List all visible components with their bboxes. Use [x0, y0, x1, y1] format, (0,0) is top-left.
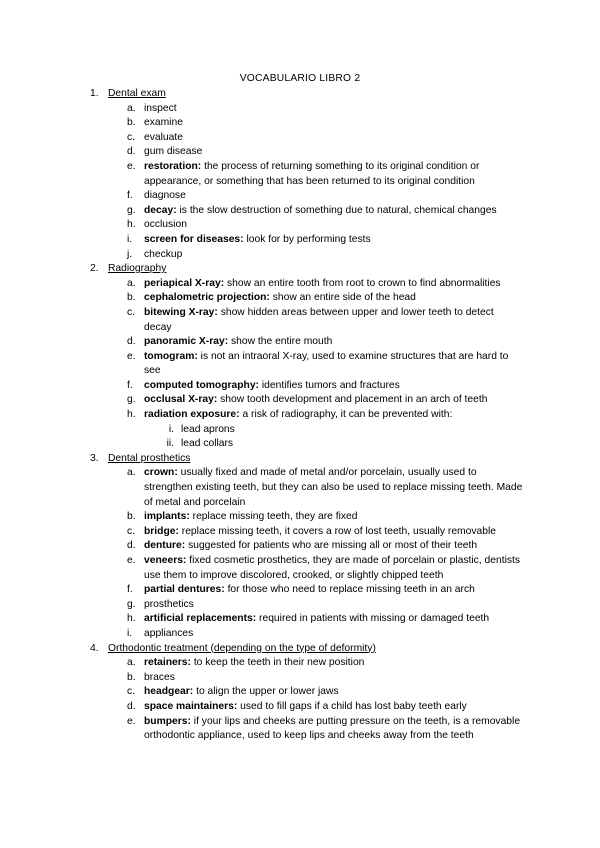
item-term: headgear: — [144, 686, 194, 698]
item-term: computed tomography: — [144, 379, 259, 391]
section-number: 1. — [90, 88, 99, 99]
item-definition: fixed cosmetic prosthetics, they are made of porcelain or plastic, dentists use them to improve discolored, crooked, or slightly chipped teeth — [144, 555, 521, 581]
item-term: veneers: — [144, 555, 187, 566]
item-marker: a. — [127, 102, 136, 114]
item-definition: replace missing teeth, they are fixed — [192, 511, 358, 523]
item-marker: h. — [127, 409, 136, 421]
list-item — [0, 204, 524, 219]
item-marker: b. — [127, 117, 136, 129]
item-definition: suggested for patients who are missing all or most of their teeth — [188, 540, 478, 552]
list-item — [0, 656, 524, 671]
item-term: periapical X-ray: — [144, 277, 225, 289]
item-marker: a. — [127, 277, 136, 289]
item-marker: i. — [127, 233, 133, 245]
item-definition: replace missing teeth, it covers a row of lost teeth, usually removable — [181, 525, 496, 537]
sub-item-marker: ii. — [166, 438, 174, 450]
list-item — [0, 306, 524, 335]
item-definition: braces — [144, 671, 175, 683]
item-marker: d. — [127, 336, 136, 348]
item-marker: g. — [127, 204, 136, 216]
item-marker: d. — [127, 146, 136, 158]
item-term: tomogram: — [144, 350, 198, 362]
list-item — [0, 277, 524, 292]
item-term: crown: — [144, 467, 178, 479]
sub-list-item — [0, 437, 600, 452]
item-definition: is not an intraoral X-ray, used to examine structures that are hard to see — [144, 350, 509, 377]
list-item — [0, 233, 524, 248]
item-marker: f. — [127, 584, 133, 596]
item-definition: examine — [144, 117, 183, 129]
item-definition: if your lips and cheeks are putting pressure on the teeth, is a removable orthodontic appliance, used to keep lips and cheeks away from the teeth — [144, 715, 521, 742]
section-heading: Orthodontic treatment (depending on the type of deformity) — [108, 642, 376, 654]
section-heading-row — [0, 262, 600, 277]
list-item — [0, 218, 524, 233]
item-definition: identifies tumors and fractures — [261, 379, 400, 391]
item-definition: checkup — [144, 248, 183, 260]
vocabulary-list — [0, 87, 600, 744]
item-term: occlusal X-ray: — [144, 394, 218, 406]
list-item — [0, 102, 524, 117]
item-definition: appliances — [144, 627, 194, 639]
list-item — [0, 408, 524, 423]
list-item — [0, 583, 524, 598]
item-definition: occlusion — [144, 219, 187, 231]
item-term: implants: — [144, 511, 190, 523]
sub-item-marker: i. — [168, 423, 174, 435]
sub-list-item — [0, 423, 600, 438]
section-heading: Radiography — [108, 263, 167, 275]
item-term: retainers: — [144, 657, 191, 669]
item-term: bitewing X-ray: — [144, 306, 218, 318]
item-definition: to keep the teeth in their new position — [193, 657, 365, 669]
list-item — [0, 525, 524, 540]
item-definition: show tooth development and placement in an arch of teeth — [220, 394, 488, 406]
item-marker: f. — [127, 379, 133, 391]
item-marker: a. — [127, 657, 136, 669]
list-item — [0, 627, 524, 642]
list-item — [0, 393, 524, 408]
item-definition: for those who need to replace missing teeth in an arch — [227, 584, 475, 596]
list-item — [0, 131, 524, 146]
list-item — [0, 554, 524, 583]
list-item — [0, 379, 524, 394]
section-heading-row — [0, 452, 600, 467]
item-definition: show the entire mouth — [231, 336, 333, 348]
item-marker: c. — [127, 306, 136, 318]
item-marker: b. — [127, 671, 136, 683]
item-marker: c. — [127, 131, 136, 143]
item-marker: a. — [127, 467, 136, 479]
item-marker: g. — [127, 394, 136, 406]
list-item — [0, 248, 524, 263]
sub-item-text: lead aprons — [181, 423, 235, 435]
item-marker: d. — [127, 700, 136, 712]
list-item — [0, 291, 524, 306]
item-definition: to align the upper or lower jaws — [196, 686, 339, 698]
list-item — [0, 335, 524, 350]
list-item — [0, 700, 524, 715]
list-item — [0, 510, 524, 525]
item-definition: diagnose — [144, 190, 186, 202]
list-item — [0, 685, 524, 700]
item-definition: gum disease — [144, 146, 203, 158]
item-marker: e. — [127, 715, 136, 727]
item-definition: evaluate — [144, 131, 183, 143]
item-definition: show an entire tooth from root to crown to find abnormalities — [227, 277, 501, 289]
sub-item-text: lead collars — [181, 438, 234, 450]
section-number: 2. — [90, 263, 99, 275]
list-item — [0, 612, 524, 627]
item-term: radiation exposure: — [144, 409, 240, 421]
list-item — [0, 116, 524, 131]
item-definition: a risk of radiography, it can be prevented with: — [242, 409, 453, 421]
list-item — [0, 466, 524, 510]
item-definition: required in patients with missing or damaged teeth — [259, 613, 490, 625]
item-marker: d. — [127, 540, 136, 552]
item-term: artificial replacements: — [144, 613, 257, 625]
item-term: decay: — [144, 204, 177, 216]
list-item — [0, 598, 524, 613]
list-item — [0, 189, 524, 204]
section-heading: Dental exam — [108, 88, 166, 99]
item-term: cephalometric projection: — [144, 292, 270, 304]
list-item — [0, 145, 524, 160]
item-term: screen for diseases: — [144, 233, 244, 245]
item-marker: f. — [127, 190, 133, 202]
list-item — [0, 539, 524, 554]
list-item — [0, 350, 524, 379]
item-marker: b. — [127, 511, 136, 523]
section-heading: Dental prosthetics — [108, 452, 191, 464]
item-marker: i. — [127, 627, 133, 639]
list-item — [0, 671, 524, 686]
document-title: VOCABULARIO LIBRO 2 — [239, 73, 361, 84]
list-item — [0, 715, 524, 744]
section-heading-row — [0, 87, 600, 102]
section-number: 4. — [90, 642, 99, 654]
item-term: bridge: — [144, 525, 179, 537]
item-marker: c. — [127, 686, 136, 698]
item-marker: e. — [127, 555, 136, 566]
item-definition: is the slow destruction of something due to natural, chemical changes — [179, 204, 497, 216]
item-marker: b. — [127, 292, 136, 304]
item-definition: the process of returning something to its original condition or appearance, or something that has been returned to its original condition — [144, 160, 480, 187]
item-term: panoramic X-ray: — [144, 336, 229, 348]
item-term: bumpers: — [144, 715, 191, 727]
item-definition: usually fixed and made of metal and/or porcelain, usually used to strengthen existing teeth, but they can also be used to replace missing teeth. Made of metal and porcelain — [144, 467, 523, 508]
item-term: space maintainers: — [144, 700, 238, 712]
list-item — [0, 160, 524, 189]
item-definition: prosthetics — [144, 598, 194, 610]
item-definition: inspect — [144, 102, 177, 114]
item-marker: h. — [127, 219, 136, 231]
item-marker: c. — [127, 525, 136, 537]
item-marker: j. — [127, 248, 133, 260]
item-marker: h. — [127, 613, 136, 625]
item-definition: look for by performing tests — [246, 233, 371, 245]
item-term: denture: — [144, 540, 186, 552]
item-definition: show hidden areas between upper and lower teeth to detect decay — [144, 306, 494, 333]
item-term: partial dentures: — [144, 584, 225, 596]
item-marker: e. — [127, 160, 136, 172]
item-marker: g. — [127, 598, 136, 610]
item-term: restoration: — [144, 160, 202, 172]
item-marker: e. — [127, 350, 136, 362]
section-heading-row — [0, 642, 600, 657]
section-number: 3. — [90, 452, 99, 464]
item-definition: show an entire side of the head — [272, 292, 416, 304]
item-definition: used to fill gaps if a child has lost baby teeth early — [240, 700, 467, 712]
